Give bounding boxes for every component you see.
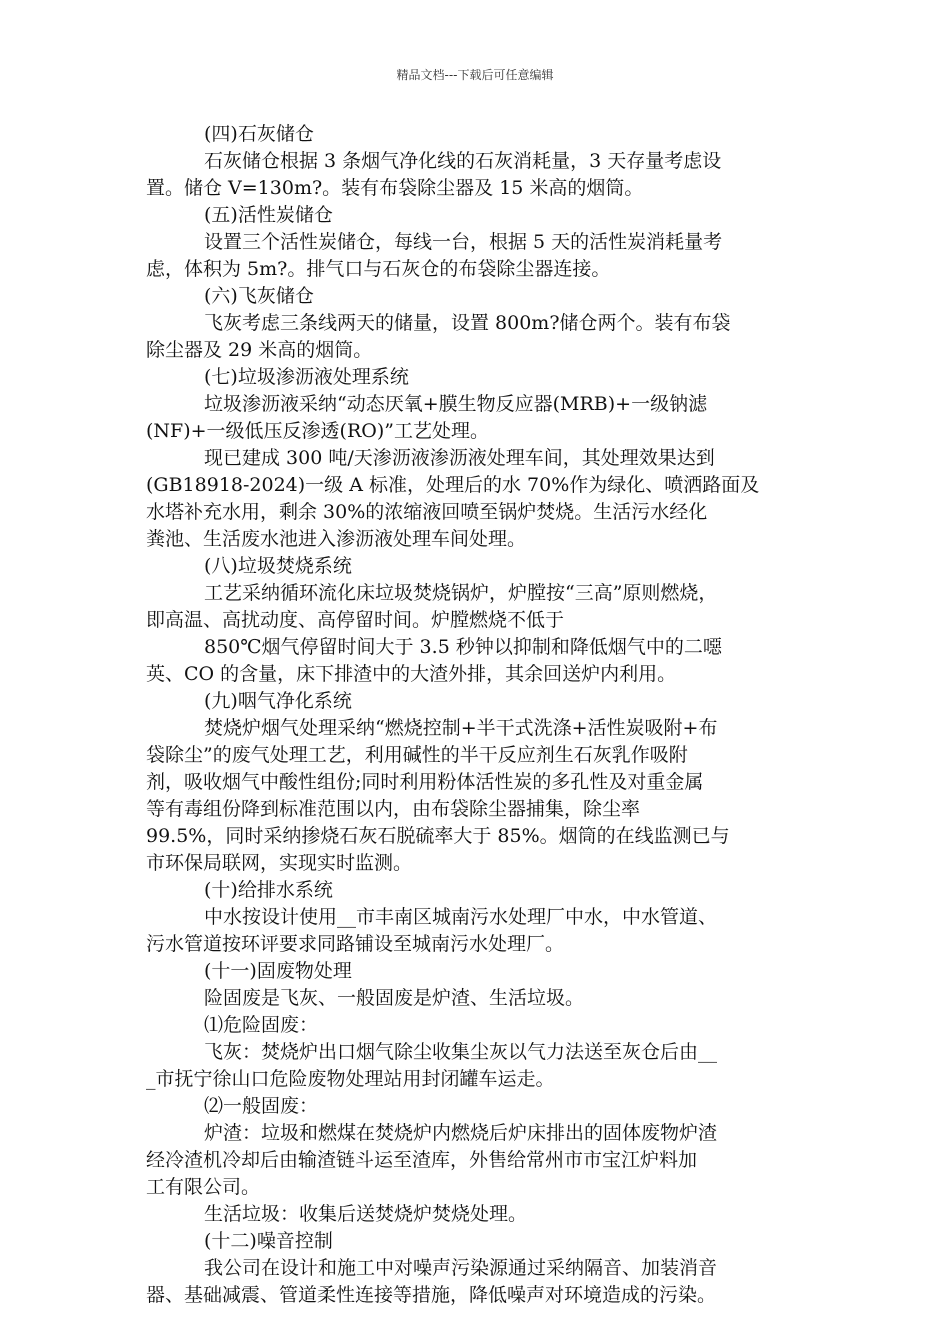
section-heading: (四)石灰储仓 <box>204 123 314 145</box>
paragraph-line: 飞灰考虑三条线两天的储量，设置 800m?储仓两个。装有布袋 <box>204 312 731 334</box>
paragraph-line: 我公司在设计和施工中对噪声污染源通过采纳隔音、加装消音 <box>204 1257 718 1279</box>
paragraph-line: (GB18918-2024)一级 A 标准，处理后的水 70%作为绿化、喷洒路面及 <box>146 474 760 496</box>
paragraph-line: 水塔补充水用，剩余 30%的浓缩液回喷至锅炉焚烧。生活污水经化 <box>146 501 708 523</box>
section-heading: (十二)噪音控制 <box>204 1230 333 1252</box>
section-heading: (六)飞灰储仓 <box>204 285 314 307</box>
paragraph-line: 飞灰：焚烧炉出口烟气除尘收集尘灰以气力法送至灰仓后由__ <box>204 1041 718 1063</box>
paragraph-line: 虑，体积为 5m?。排气口与石灰仓的布袋除尘器连接。 <box>146 258 611 280</box>
paragraph-line: (NF)+一级低压反渗透(RO)”工艺处理。 <box>146 420 489 442</box>
section-heading: (九)咽气净化系统 <box>204 690 352 712</box>
paragraph-line: 850℃烟气停留时间大于 3.5 秒钟以抑制和降低烟气中的二噁 <box>204 636 722 658</box>
section-heading: (七)垃圾渗沥液处理系统 <box>204 366 409 388</box>
paragraph-line: 袋除尘”的废气处理工艺，利用碱性的半干反应剂生石灰乳作吸附 <box>146 744 688 766</box>
section-heading: (十)给排水系统 <box>204 879 333 901</box>
paragraph-line: 经冷渣机冷却后由输渣链斗运至渣库，外售给常州市市宝江炉料加 <box>146 1149 698 1171</box>
paragraph-line: 工有限公司。 <box>146 1176 261 1198</box>
paragraph-line: 即高温、高扰动度、高停留时间。炉膛燃烧不低于 <box>146 609 565 631</box>
section-heading: (五)活性炭储仓 <box>204 204 333 226</box>
paragraph-line: 除尘器及 29 米高的烟筒。 <box>146 339 373 361</box>
paragraph-line: 99.5%，同时采纳掺烧石灰石脱硫率大于 85%。烟筒的在线监测已与 <box>146 825 730 847</box>
paragraph-line: 焚烧炉烟气处理采纳“燃烧控制+半干式洗涤+活性炭吸附+布 <box>204 717 718 739</box>
paragraph-line: _市抚宁徐山口危险废物处理站用封闭罐车运走。 <box>146 1068 555 1090</box>
paragraph-line: 置。储仓 V=130m?。装有布袋除尘器及 15 米高的烟筒。 <box>146 177 644 199</box>
paragraph-line: 生活垃圾：收集后送焚烧炉焚烧处理。 <box>204 1203 528 1225</box>
paragraph-line: 英、CO 的含量，床下排渣中的大渣外排，其余回送炉内利用。 <box>146 663 677 685</box>
paragraph-line: 险固废是飞灰、一般固废是炉渣、生活垃圾。 <box>204 987 585 1009</box>
section-heading: (十一)固废物处理 <box>204 960 352 982</box>
paragraph-line: 工艺采纳循环流化床垃圾焚烧锅炉，炉膛按“三高”原则燃烧， <box>204 582 718 604</box>
document-body <box>146 121 812 1309</box>
subsection-heading: ⑵一般固废： <box>204 1095 319 1117</box>
paragraph-line: 污水管道按环评要求同路铺设至城南污水处理厂。 <box>146 933 565 955</box>
paragraph-line: 剂，吸收烟气中酸性组份;同时利用粉体活性炭的多孔性及对重金属 <box>146 771 704 793</box>
paragraph-line: 垃圾渗沥液采纳“动态厌氧+膜生物反应器(MRB)+一级钠滤 <box>204 393 708 415</box>
subsection-heading: ⑴危险固废： <box>204 1014 319 1036</box>
paragraph-line: 粪池、生活废水池进入渗沥液处理车间处理。 <box>146 528 527 550</box>
paragraph-line: 市环保局联网，实现实时监测。 <box>146 852 413 874</box>
paragraph-line: 炉渣：垃圾和燃煤在焚烧炉内燃烧后炉床排出的固体废物炉渣 <box>204 1122 718 1144</box>
paragraph-line: 设置三个活性炭储仓，每线一台，根据 5 天的活性炭消耗量考 <box>204 231 723 253</box>
paragraph-line: 等有毒组份降到标准范围以内，由布袋除尘器捕集，除尘率 <box>146 798 641 820</box>
paragraph-line: 现已建成 300 吨/天渗沥液渗沥液处理车间，其处理效果达到 <box>204 447 715 469</box>
paragraph-line: 中水按设计使用__市丰南区城南污水处理厂中水，中水管道、 <box>204 906 718 928</box>
page-header: 精品文档---下载后可任意编辑 <box>396 68 554 82</box>
paragraph-line: 石灰储仓根据 3 条烟气净化线的石灰消耗量，3 天存量考虑设 <box>204 150 722 172</box>
paragraph-line: 器、基础减震、管道柔性连接等措施，降低噪声对环境造成的污染。 <box>146 1284 717 1306</box>
section-heading: (八)垃圾焚烧系统 <box>204 555 352 577</box>
